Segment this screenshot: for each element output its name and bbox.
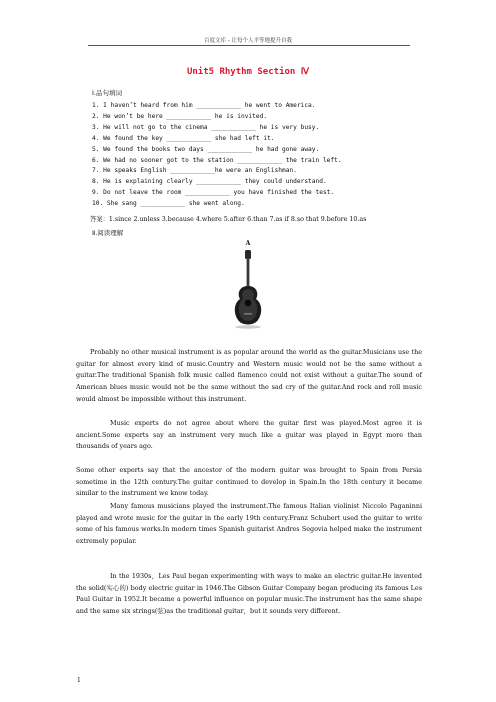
list-item: 2. He won’t be here ____________ he is invited. (92, 112, 268, 120)
paragraph: In the 1930s，Les Paul began experimenting with ways to make an electric guitar.He invented the solid(实心的) body electric guitar in 1946.The Gibson Guitar Company began producing its famous Les Paul Guitar in 1952.It became a powerful influence on popular music.The instrument has the same shape and the same six strings(弦)as the traditional guitar，but it sounds very different. (76, 572, 422, 616)
section1-heading: Ⅰ.品句填词 (92, 89, 122, 97)
paragraph: Music experts do not agree about where the guitar first was played.Most agree it is ancient.Some experts say an instrument very much like a guitar was played in Egypt more than thousands of years ago. (76, 419, 422, 451)
list-item: 3. He will not go to the cinema ____________ he is very busy. (92, 123, 320, 131)
list-item: 7. He speaks English ____________he were an Englishman. (92, 167, 297, 175)
list-item: 5. We found the books two days ____________ he had gone away. (92, 145, 320, 153)
header-divider (88, 45, 410, 46)
list-item: 8. He is explaining clearly ____________ they could understand. (92, 178, 327, 186)
answer-key: 答案：1.since 2.unless 3.because 4.where 5.after 6.than 7.as if 8.so that 9.before 10.as (90, 216, 367, 223)
paragraph: Probably no other musical instrument is as popular around the world as the guitar.Musicians use the guitar for almost every kind of music.Country and Western music would not be the same without a guitar.The traditional Spanish folk music called flamenco could not exist without a guitar.The sound of American blues music would not be the same without the sad cry of the guitar.And rock and roll music would almost be impossible without this instrument. (76, 348, 422, 403)
fill-blank-list (92, 101, 422, 210)
list-item: 10. She sang ____________ she went along. (92, 200, 245, 208)
passage-label: A (245, 240, 251, 247)
page-header: 百度文库 - 让每个人平等地提升自我 (204, 38, 292, 44)
list-item: 9. Do not leave the room ____________ you have finished the test. (92, 189, 335, 197)
paragraph: Some other experts say that the ancestor of the modern guitar was brought to Spain from Persia sometime in the 12th century.The guitar continued to develop in Spain.In the 18th century it became similar to the instrument we know today. (76, 466, 422, 498)
list-item: 1. I haven’t heard from him ____________ he went to America. (92, 102, 316, 109)
section2-heading: Ⅱ.阅读理解 (92, 229, 124, 237)
paragraph: Many famous musicians played the instrument.The famous Italian violinist Niccolo Paganinni played and wrote music for the guitar in the early 19th century.Franz Schubert used the guitar to write some of his famous works.In modern times Spanish guitarist Andres Segovia helped make the instrument extremely popular. (76, 502, 422, 546)
list-item: 6. We had no sooner got to the station ____________ the train left. (92, 156, 342, 164)
doc-title: Unit5 Rhythm Section Ⅳ (186, 67, 310, 77)
list-item: 4. We found the key ____________ she had left it. (92, 134, 275, 142)
guitar-illustration (228, 240, 268, 330)
guitar-icon (228, 248, 268, 330)
page-number: 1 (77, 677, 81, 684)
